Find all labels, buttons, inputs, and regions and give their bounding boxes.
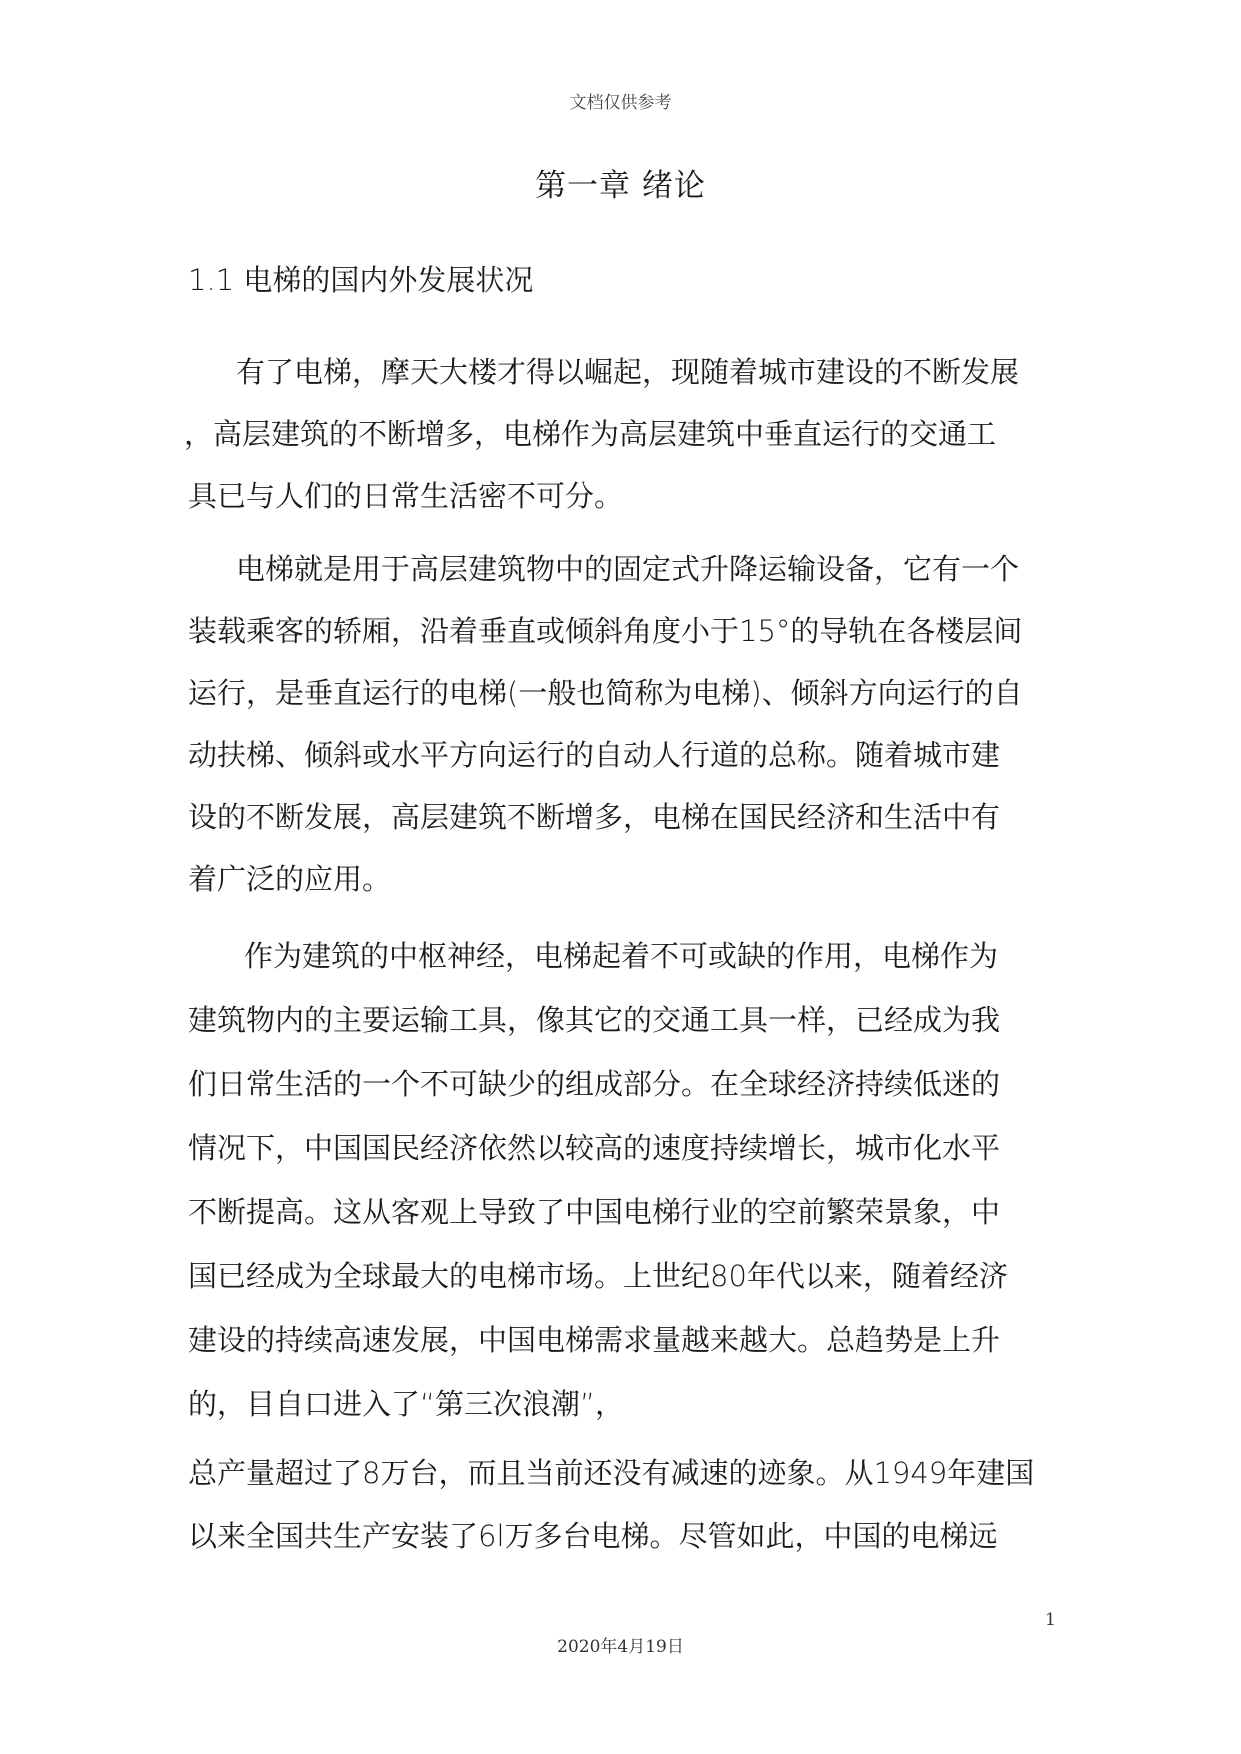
body-line: 有了电梯，摩天大楼才得以崛起，现随着城市建设的不断发展 <box>236 355 1020 389</box>
page-header: 文档仅供参考 <box>569 93 672 113</box>
chapter-title: 第一章 绪论 <box>535 168 706 204</box>
body-line: 运行，是垂直运行的电梯(一般也简称为电梯)、倾斜方向运行的自 <box>188 676 1023 710</box>
body-line: 着广泛的应用。 <box>188 862 392 896</box>
body-line: 具已与人们的日常生活密不可分。 <box>188 479 624 513</box>
body-line: 作为建筑的中枢神经，电梯起着不可或缺的作用，电梯作为 <box>244 939 999 973</box>
body-line: 装载乘客的轿厢，沿着垂直或倾斜角度小于15°的导轨在各楼层间 <box>188 614 1023 648</box>
section-title: 1.1 电梯的国内外发展状况 <box>188 263 534 297</box>
body-line: 建设的持续高速发展，中国电梯需求量越来越大。总趋势是上升 <box>188 1323 1001 1357</box>
body-line: 动扶梯、倾斜或水平方向运行的自动人行道的总称。随着城市建 <box>188 738 1001 772</box>
footer-date: 2020年4月19日 <box>557 1637 684 1657</box>
body-line: 情况下，中国国民经济依然以较高的速度持续增长，城市化水平 <box>188 1131 1001 1165</box>
body-line: 以来全国共生产安装了6l万多台电梯。尽管如此，中国的电梯远 <box>188 1519 998 1553</box>
body-line: ，高层建筑的不断增多，电梯作为高层建筑中垂直运行的交通工 <box>184 417 997 451</box>
page-number: 1 <box>1045 1610 1056 1630</box>
body-line: 建筑物内的主要运输工具，像其它的交通工具一样，已经成为我 <box>188 1003 1001 1037</box>
body-line: 不断提高。这从客观上导致了中国电梯行业的空前繁荣景象，中 <box>188 1195 1001 1229</box>
body-line: 们日常生活的一个不可缺少的组成部分。在全球经济持续低迷的 <box>188 1067 1001 1101</box>
body-line: 的，目自口进入了“第三次浪潮”， <box>188 1387 625 1421</box>
body-line: 国已经成为全球最大的电梯市场。上世纪80年代以来，随着经济 <box>188 1259 1008 1293</box>
body-line: 总产量超过了8万台，而且当前还没有减速的迹象。从1949年建国 <box>188 1456 1035 1490</box>
body-line: 电梯就是用于高层建筑物中的固定式升降运输设备，它有一个 <box>236 552 1020 586</box>
body-line: 设的不断发展，高层建筑不断增多，电梯在国民经济和生活中有 <box>188 800 1001 834</box>
